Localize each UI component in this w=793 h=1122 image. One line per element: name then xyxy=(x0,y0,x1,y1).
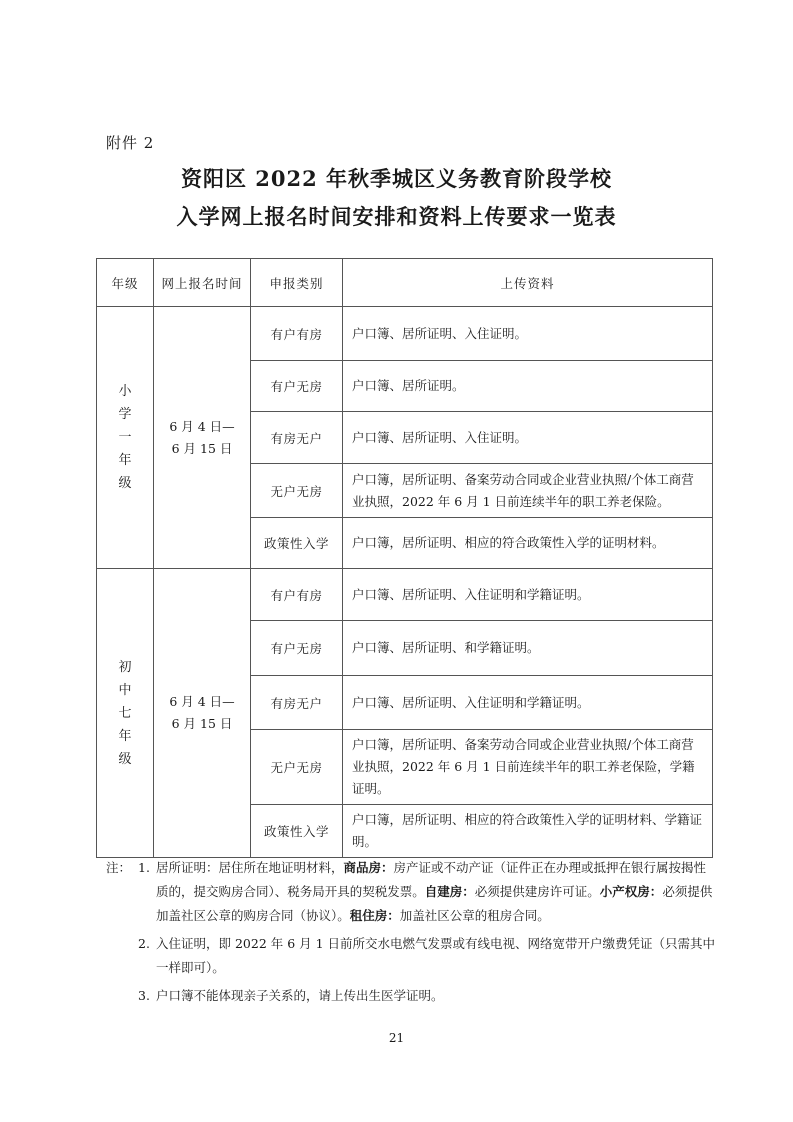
table-header-row xyxy=(97,259,713,307)
notes-lead: 注： xyxy=(106,860,132,875)
header-registration-time: 网上报名时间 xyxy=(154,259,251,307)
materials-cell: 户口簿、居所证明。 xyxy=(343,361,713,412)
materials-cell: 户口簿、居所证明、入住证明和学籍证明。 xyxy=(343,569,713,621)
category-cell: 有房无户 xyxy=(251,676,343,730)
materials-cell: 户口簿、居所证明、入住证明和学籍证明。 xyxy=(343,676,713,730)
notes-section xyxy=(106,856,716,1012)
category-cell: 政策性入学 xyxy=(251,805,343,858)
table-row xyxy=(97,307,713,361)
category-cell: 政策性入学 xyxy=(251,518,343,569)
page-number: 21 xyxy=(388,1031,405,1045)
category-cell: 无户无房 xyxy=(251,730,343,805)
category-cell: 有户无房 xyxy=(251,621,343,676)
category-cell: 无户无房 xyxy=(251,464,343,518)
category-cell: 有房无户 xyxy=(251,412,343,464)
materials-cell: 户口簿，居所证明、备案劳动合同或企业营业执照/个体工商营业执照，2022 年 6 月 1 日前连续半年的职工养老保险。 xyxy=(343,464,713,518)
grade-primary-1: 小 学 一 年 级 xyxy=(97,307,154,569)
grade-junior-7: 初 中 七 年 级 xyxy=(97,569,154,858)
materials-cell: 户口簿，居所证明、备案劳动合同或企业营业执照/个体工商营业执照，2022 年 6 月 1 日前连续半年的职工养老保险，学籍证明。 xyxy=(343,730,713,805)
header-materials: 上传资料 xyxy=(343,259,713,307)
materials-cell: 户口簿，居所证明、相应的符合政策性入学的证明材料、学籍证明。 xyxy=(343,805,713,858)
materials-cell: 户口簿、居所证明、入住证明。 xyxy=(343,307,713,361)
header-category: 申报类别 xyxy=(251,259,343,307)
document-title-line-2: 入学网上报名时间安排和资料上传要求一览表 xyxy=(176,204,617,229)
category-cell: 有户无房 xyxy=(251,361,343,412)
category-cell: 有户有房 xyxy=(251,569,343,621)
header-grade: 年级 xyxy=(97,259,154,307)
note-item-1: 注： 1. 居所证明：居住所在地证明材料，商品房：房产证或不动产证（证件正在办理或抵押在银行属按揭性质的，提交购房合同）、税务局开具的契税发票。自建房：必须提供建房许可证。小产权房：必须提供加盖社区公章的购房合同（协议）。租住房：加盖社区公章的租房合同。 xyxy=(106,856,716,928)
note-item-3: 3. 户口簿不能体现亲子关系的，请上传出生医学证明。 xyxy=(138,988,444,1003)
table-row xyxy=(97,569,713,621)
materials-cell: 户口簿，居所证明、相应的符合政策性入学的证明材料。 xyxy=(343,518,713,569)
materials-cell: 户口簿、居所证明、和学籍证明。 xyxy=(343,621,713,676)
materials-cell: 户口簿、居所证明、入住证明。 xyxy=(343,412,713,464)
category-cell: 有户有房 xyxy=(251,307,343,361)
registration-time-junior: 6 月 4 日— 6 月 15 日 xyxy=(154,569,251,858)
enrollment-table xyxy=(96,258,713,858)
note-item-2: 2. 入住证明，即 2022 年 6 月 1 日前所交水电燃气发票或有线电视、网络宽带开户缴费凭证（只需其中一样即可）。 xyxy=(138,936,716,975)
document-title-line-1: 资阳区 2022 年秋季城区义务教育阶段学校 xyxy=(180,166,613,191)
registration-time-primary: 6 月 4 日— 6 月 15 日 xyxy=(154,307,251,569)
attachment-label: 附件 2 xyxy=(106,134,155,152)
